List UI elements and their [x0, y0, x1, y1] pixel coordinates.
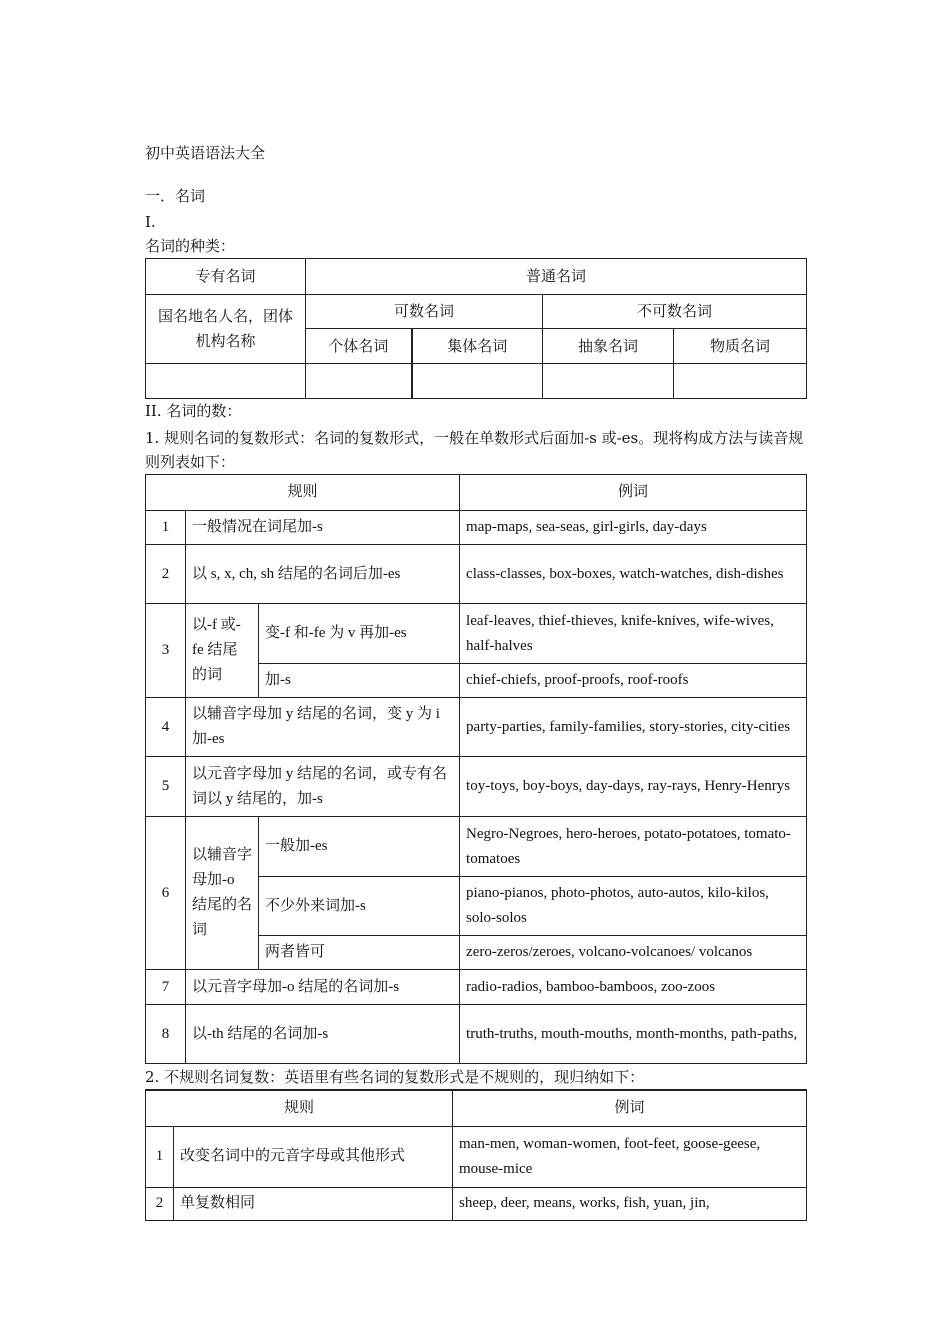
row-number: 3	[146, 604, 186, 698]
rule-cell: 以-th 结尾的名词加-s	[186, 1005, 460, 1064]
irregular-plural-intro: 2. 不规则名词复数：英语里有些名词的复数形式是不规则的，现归纳如下：	[145, 1068, 645, 1086]
example-cell: man-men, woman-women, foot-feet, goose-geese, mouse-mice	[453, 1126, 807, 1187]
material-noun-cell: 物质名词	[674, 329, 807, 364]
individual-noun-cell: 个体名词	[306, 329, 412, 364]
row-number: 7	[146, 970, 186, 1005]
proper-noun-description: 国名地名人名，团体机构名称	[146, 295, 306, 364]
section-heading-nouns: 一．名词	[145, 187, 206, 205]
example-cell: sheep, deer, means, works, fish, yuan, jin,	[453, 1187, 807, 1220]
example-cell: class-classes, box-boxes, watch-watches, dish-dishes	[460, 545, 807, 604]
row-number: 8	[146, 1005, 186, 1064]
example-cell: Negro-Negroes, hero-heroes, potato-potatoes, tomato-tomatoes	[460, 817, 807, 877]
rule-cell: 以 s, x, ch, sh 结尾的名词后加-es	[186, 545, 460, 604]
proper-noun-header: 专有名词	[146, 259, 306, 295]
example-cell: party-parties, family-families, story-stories, city-cities	[460, 698, 807, 757]
document-title: 初中英语语法大全	[145, 144, 266, 162]
empty-cell	[306, 364, 412, 399]
table-row	[146, 757, 807, 817]
sub-rule-cell: 不少外来词加-s	[259, 877, 460, 936]
table-row	[146, 1126, 807, 1187]
sub-rule-cell: 两者皆可	[259, 936, 460, 970]
rule-cell: 以元音字母加 y 结尾的名词，或专有名词以 y 结尾的，加-s	[186, 757, 460, 817]
subsection-roman-two: II. 名词的数：	[145, 402, 242, 420]
sub-rule-cell: 一般加-es	[259, 817, 460, 877]
rule-cell: 以元音字母加-o 结尾的名词加-s	[186, 970, 460, 1005]
row-number: 1	[146, 511, 186, 545]
rule-cell: 改变名词中的元音字母或其他形式	[174, 1126, 453, 1187]
example-cell: toy-toys, boy-boys, day-days, ray-rays, Henry-Henrys	[460, 757, 807, 817]
rule-group-cell: 以辅音字母加-o 结尾的名词	[186, 817, 259, 970]
rule-cell: 以辅音字母加 y 结尾的名词，变 y 为 i 加-es	[186, 698, 460, 757]
example-cell: leaf-leaves, thief-thieves, knife-knives, wife-wives, half-halves	[460, 604, 807, 664]
table-row	[146, 545, 807, 604]
row-number: 5	[146, 757, 186, 817]
kinds-label: 名词的种类：	[145, 237, 236, 255]
subsection-roman-one: I.	[145, 213, 156, 231]
row-number: 6	[146, 817, 186, 970]
regular-plural-table	[145, 474, 807, 1064]
example-cell: chief-chiefs, proof-proofs, roof-roofs	[460, 664, 807, 698]
rule-header: 规则	[146, 475, 460, 511]
table-row	[146, 1187, 807, 1220]
row-number: 1	[146, 1126, 174, 1187]
rule-group-cell: 以-f 或-fe 结尾的词	[186, 604, 259, 698]
sub-rule-cell: 加-s	[259, 664, 460, 698]
row-number: 4	[146, 698, 186, 757]
example-cell: radio-radios, bamboo-bamboos, zoo-zoos	[460, 970, 807, 1005]
row-number: 2	[146, 1187, 174, 1220]
empty-cell	[146, 364, 306, 399]
countable-noun-header: 可数名词	[306, 295, 543, 329]
empty-cell	[543, 364, 674, 399]
row-number: 2	[146, 545, 186, 604]
sub-rule-cell: 变-f 和-fe 为 v 再加-es	[259, 604, 460, 664]
rule-header: 规则	[146, 1090, 453, 1126]
rule-cell: 单复数相同	[174, 1187, 453, 1220]
example-cell: zero-zeros/zeroes, volcano-volcanoes/ volcanos	[460, 936, 807, 970]
table-row	[146, 970, 807, 1005]
irregular-plural-table	[145, 1089, 807, 1221]
example-header: 例词	[460, 475, 807, 511]
example-cell: piano-pianos, photo-photos, auto-autos, kilo-kilos, solo-solos	[460, 877, 807, 936]
table-row	[146, 698, 807, 757]
empty-cell	[412, 364, 543, 399]
table-row	[146, 1005, 807, 1064]
rule-cell: 一般情况在词尾加-s	[186, 511, 460, 545]
example-cell: map-maps, sea-seas, girl-girls, day-days	[460, 511, 807, 545]
common-noun-header: 普通名词	[306, 259, 807, 295]
uncountable-noun-header: 不可数名词	[543, 295, 807, 329]
collective-noun-cell: 集体名词	[412, 329, 543, 364]
table-row	[146, 604, 807, 664]
noun-kinds-table	[145, 258, 807, 399]
regular-plural-intro: 1. 规则名词的复数形式：名词的复数形式，一般在单数形式后面加-s 或-es。现将构成方法与读音规则列表如下：	[145, 429, 804, 471]
example-cell: truth-truths, mouth-mouths, month-months, path-paths,	[460, 1005, 807, 1064]
abstract-noun-cell: 抽象名词	[543, 329, 674, 364]
example-header: 例词	[453, 1090, 807, 1126]
table-row	[146, 817, 807, 877]
empty-cell	[674, 364, 807, 399]
table-row	[146, 511, 807, 545]
